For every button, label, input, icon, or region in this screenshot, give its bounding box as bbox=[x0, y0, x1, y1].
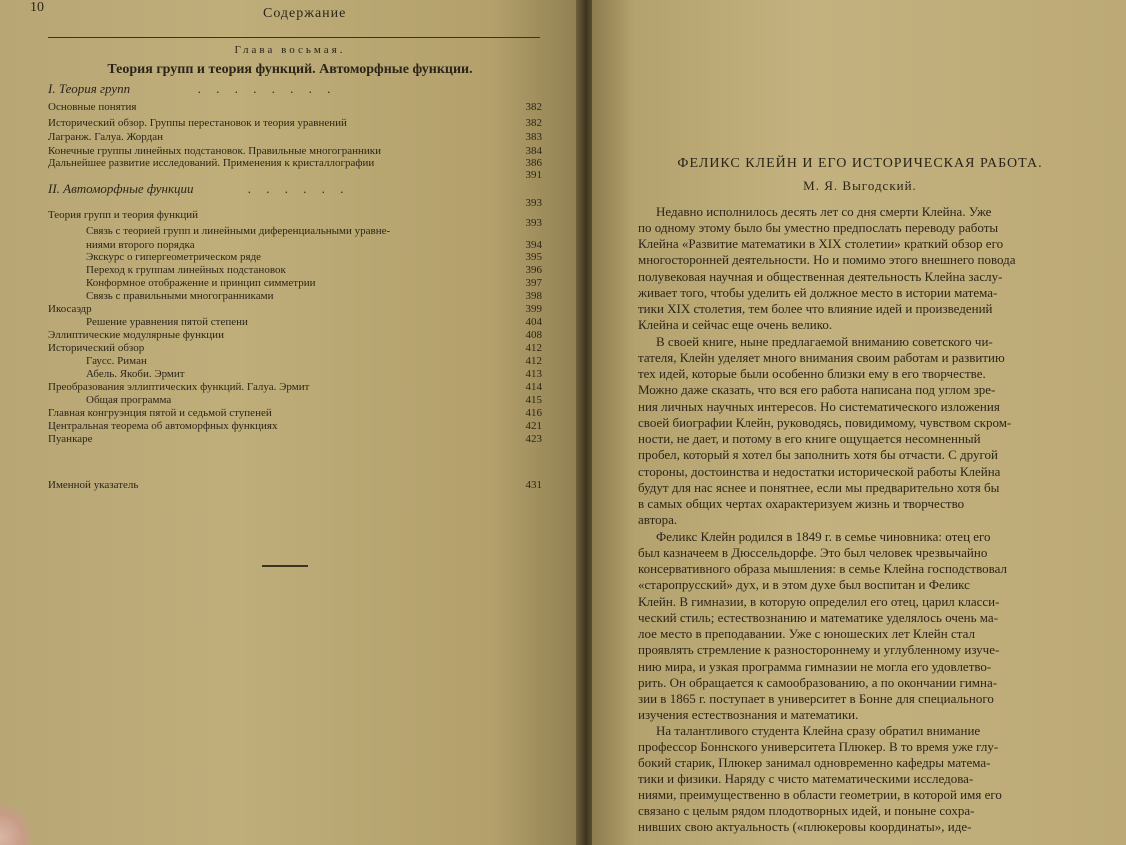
body-line: нию мира, и узкая программа гимназии не могла его удовлетво- bbox=[638, 659, 992, 674]
body-line: будут для нас яснее и понятнее, если мы предварительно хотя бы bbox=[638, 480, 1000, 495]
body-line: пробел, который я хотел бы заполнить хотя бы отчасти. С другой bbox=[638, 447, 998, 462]
toc-row: Дальнейшее развитие исследований. Применения к кристаллографии 386 bbox=[48, 157, 542, 169]
section-divider bbox=[262, 565, 308, 567]
chapter-label: Глава восьмая. bbox=[234, 44, 346, 56]
body-line: Можно даже сказать, что вся его работа написана под углом зре- bbox=[638, 382, 996, 397]
toc-row: Икосаэдр 399 bbox=[48, 303, 542, 315]
toc-row: Связь с теорией групп и линейными диференциальными уравне- bbox=[86, 225, 391, 237]
toc-row: Общая программа 415 bbox=[86, 394, 542, 406]
body-line: Феликс Клейн родился в 1849 г. в семье чиновника: отец его bbox=[656, 529, 991, 544]
chapter-title: Теория групп и теория функций. Автоморфные функции. bbox=[107, 62, 473, 77]
toc-row: Конформное отображение и принцип симметрии 397 bbox=[86, 277, 542, 289]
body-line: ния личных научных интересов. Но систематического изложения bbox=[638, 399, 1000, 414]
index-entry: Именной указатель 431 bbox=[48, 479, 542, 491]
toc-row: 393 bbox=[525, 217, 542, 229]
toc-row: Главная конгруэнция пятой и седьмой ступеней 416 bbox=[48, 407, 542, 419]
toc-row: 391 bbox=[525, 169, 542, 181]
body-line: в самых общих чертах охарактеризуем жизнь и творчество bbox=[638, 496, 965, 511]
body-line: стороны, достоинства и недостатки исторической работы Клейна bbox=[638, 464, 1001, 479]
toc-row: Основные понятия 382 bbox=[48, 101, 542, 113]
body-line: автора. bbox=[638, 512, 678, 527]
body-line: связано с целым рядом плодотворных идей, и поныне сохра- bbox=[638, 803, 975, 818]
toc-row: Решение уравнения пятой степени 404 bbox=[86, 316, 542, 328]
body-line: профессор Боннского университета Плюкер. В то время уже глу- bbox=[638, 739, 999, 754]
toc-row: Абель. Якоби. Эрмит 413 bbox=[86, 368, 542, 380]
body-line: ности, не дает, и потому в его книге ощущается несомненный bbox=[638, 431, 981, 446]
section-heading: I. Теория групп . . . . . . . . bbox=[48, 81, 337, 96]
body-line: по одному этому было бы уместно предпослать переводу работы bbox=[638, 220, 999, 235]
body-line: тики XIX столетия, тем более что влияние идей и произведений bbox=[638, 301, 993, 316]
toc-row: Центральная теорема об автоморфных функциях 421 bbox=[48, 420, 542, 432]
body-line: ческий стиль; естествознанию и математике уделялось очень ма- bbox=[638, 610, 999, 625]
body-line: ниями, преимущественно в области геометрии, в которой имя его bbox=[638, 787, 1002, 802]
body-line: «старопрусский» дух, и в этом духе был воспитан и Феликс bbox=[638, 577, 970, 592]
toc-row: Преобразования эллиптических функций. Галуа. Эрмит 414 bbox=[48, 381, 542, 393]
body-line: тех идей, которые были особенно близки ему в его творчестве. bbox=[638, 366, 986, 381]
body-line: проявлять стремление к разностороннему и углубленному изуче- bbox=[638, 642, 1000, 657]
body-line: полувековая научная и общественная деятельность Клейна заслу- bbox=[638, 269, 1003, 284]
toc-row: Эллиптические модулярные функции 408 bbox=[48, 329, 542, 341]
body-line: бокий старик, Плюкер занимал одновременно кафедры матема- bbox=[638, 755, 991, 770]
body-line: лое место в преподавании. Уже с юношеских лет Клейн стал bbox=[638, 626, 975, 641]
toc-row: Теория групп и теория функций bbox=[48, 209, 199, 221]
body-line: изучения естествознания и математики. bbox=[638, 707, 859, 722]
body-line: многосторонней деятельности. Но и помимо этого внешнего повода bbox=[638, 252, 1016, 267]
body-line: рить. Он обращается к самообразованию, а по окончании гимна- bbox=[638, 675, 998, 690]
body-line: нивших свою актуальность («плюкеровы координаты», иде- bbox=[638, 819, 972, 834]
body-line: своей биографии Клейн, руководясь, повидимому, чувством скром- bbox=[638, 415, 1012, 430]
toc-row: Переход к группам линейных подстановок 396 bbox=[86, 264, 542, 276]
running-title: Содержание bbox=[263, 6, 347, 21]
body-line: Клейн. В гимназии, в которую определил его отец, царил класси- bbox=[638, 594, 1000, 609]
article-author: М. Я. Выгодский. bbox=[803, 178, 917, 193]
body-line: зии в 1865 г. поступает в университет в Бонне для специального bbox=[638, 691, 994, 706]
body-line: Клейна «Развитие математики в XIX столетии» краткий обзор его bbox=[638, 236, 1004, 251]
toc-row: Гаусс. Риман 412 bbox=[86, 355, 542, 367]
body-line: консервативного образа мышления: в семье Клейна господствовал bbox=[638, 561, 1007, 576]
toc-row: ниями второго порядка 394 bbox=[86, 239, 542, 251]
page-number: 10 bbox=[30, 0, 44, 15]
toc-row: Исторический обзор 412 bbox=[48, 342, 542, 354]
running-head bbox=[18, 0, 538, 28]
thumb-image bbox=[0, 805, 34, 845]
toc-row: 393 bbox=[525, 197, 542, 209]
toc-row: Исторический обзор. Группы перестановок и теория уравнений 382 bbox=[48, 117, 542, 129]
body-line: На талантливого студента Клейна сразу обратил внимание bbox=[656, 723, 981, 738]
toc-row: Экскурс о гипергеометрическом ряде 395 bbox=[86, 251, 542, 263]
body-line: В своей книге, ныне предлагаемой вниманию советского чи- bbox=[656, 334, 993, 349]
body-line: тателя, Клейн уделяет много внимания своим работам и развитию bbox=[638, 350, 1005, 365]
body-line: Недавно исполнилось десять лет со дня смерти Клейна. Уже bbox=[656, 204, 992, 219]
body-line: тики и физики. Наряду с чисто математическими исследова- bbox=[638, 771, 974, 786]
section-heading: II. Автоморфные функции . . . . . . bbox=[48, 181, 350, 196]
toc-row: Конечные группы линейных подстановок. Правильные многогранники 384 bbox=[48, 145, 542, 157]
article-title: ФЕЛИКС КЛЕЙН И ЕГО ИСТОРИЧЕСКАЯ РАБОТА. bbox=[677, 156, 1043, 171]
body-line: живает того, чтобы уделить ей должное место в истории матема- bbox=[638, 285, 998, 300]
toc-row: Лагранж. Галуа. Жордан 383 bbox=[48, 131, 542, 143]
toc-row: Связь с правильными многогранниками 398 bbox=[86, 290, 542, 302]
toc-row: Пуанкаре 423 bbox=[48, 433, 542, 445]
body-line: Клейна и сейчас еще очень велико. bbox=[638, 317, 833, 332]
header-rule bbox=[48, 37, 540, 38]
body-line: был казначеем в Дюссельдорфе. Это был человек чрезвычайно bbox=[638, 545, 988, 560]
